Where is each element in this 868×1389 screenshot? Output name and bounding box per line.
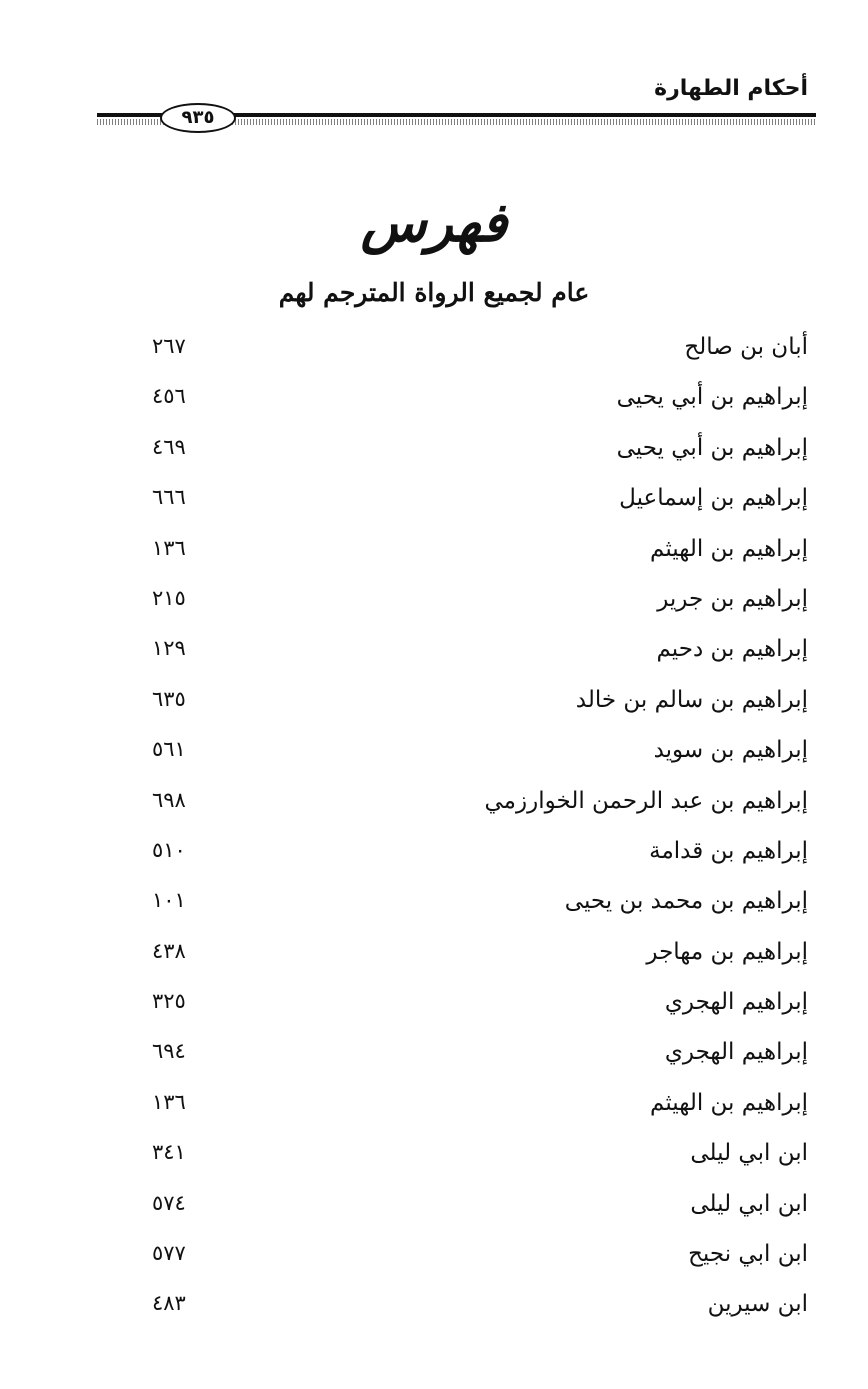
narrator-name: أبان بن صالح	[684, 334, 808, 360]
index-entry	[0, 1187, 868, 1237]
page-number: ٩٣٥	[160, 103, 236, 133]
index-entry-list	[0, 330, 868, 1338]
page-reference: ٤٥٦	[152, 384, 186, 409]
page-reference: ٣٤١	[152, 1140, 186, 1165]
page-reference: ٥٦١	[152, 737, 186, 762]
narrator-name: إبراهيم بن أبي يحيى	[616, 384, 808, 411]
index-entry	[0, 683, 868, 733]
narrator-name: إبراهيم بن قدامة	[649, 837, 808, 864]
index-title: فهرس	[360, 190, 508, 254]
index-entry	[0, 985, 868, 1035]
header-rule	[230, 113, 816, 117]
narrator-name: إبراهيم بن أبي يحيى	[616, 434, 808, 461]
narrator-name: إبراهيم بن إسماعيل	[619, 485, 808, 512]
narrator-name: ابن ابي نجيح	[688, 1241, 808, 1268]
index-entry	[0, 1136, 868, 1186]
page-reference: ٦٩٤	[152, 1039, 186, 1064]
index-entry	[0, 834, 868, 884]
index-entry	[0, 784, 868, 834]
narrator-name: ابن سيرين	[707, 1291, 808, 1318]
page-reference: ١٣٦	[152, 535, 186, 560]
page-reference: ٤٨٣	[152, 1291, 186, 1316]
narrator-name: إبراهيم بن سالم بن خالد	[575, 686, 808, 713]
index-entry	[0, 532, 868, 582]
page-reference: ٤٦٩	[152, 434, 186, 459]
page-reference: ٤٣٨	[152, 938, 186, 963]
narrator-name: إبراهيم بن مهاجر	[646, 938, 808, 965]
index-entry	[0, 935, 868, 985]
page-reference: ٦٩٨	[152, 787, 186, 812]
index-entry	[0, 330, 868, 380]
index-entry	[0, 582, 868, 632]
index-entry	[0, 1237, 868, 1287]
header-rule-left	[97, 113, 162, 117]
page-reference: ٣٢٥	[152, 989, 186, 1014]
page-reference: ٥٧٧	[152, 1241, 186, 1266]
page-reference: ٥٧٤	[152, 1190, 186, 1215]
index-entry	[0, 1035, 868, 1085]
index-subtitle: عام لجميع الرواة المترجم لهم	[278, 278, 590, 307]
narrator-name: إبراهيم بن محمد بن يحيى	[564, 888, 808, 915]
narrator-name: إبراهيم بن الهيثم	[650, 1089, 808, 1116]
page-reference: ١٢٩	[152, 636, 186, 661]
narrator-name: إبراهيم الهجري	[664, 1039, 808, 1066]
index-entry	[0, 481, 868, 531]
page-reference: ٦٦٦	[152, 485, 186, 510]
narrator-name: إبراهيم بن سويد	[653, 737, 808, 764]
index-entry	[0, 632, 868, 682]
index-entry	[0, 1287, 868, 1337]
page-reference: ١٠١	[152, 888, 186, 913]
index-entry	[0, 733, 868, 783]
narrator-name: إبراهيم بن دحيم	[656, 636, 808, 663]
narrator-name: إبراهيم بن جرير	[657, 585, 808, 612]
page-reference: ١٣٦	[152, 1089, 186, 1114]
narrator-name: إبراهيم الهجري	[664, 989, 808, 1016]
narrator-name: إبراهيم بن الهيثم	[650, 535, 808, 562]
page-reference: ٦٣٥	[152, 686, 186, 711]
page-reference: ٥١٠	[152, 837, 186, 862]
index-entry	[0, 884, 868, 934]
narrator-name: ابن ابي ليلى	[690, 1190, 808, 1217]
page-reference: ٢١٥	[152, 585, 186, 610]
index-entry	[0, 1086, 868, 1136]
running-header-title: أحكام الطهارة	[654, 76, 808, 101]
narrator-name: إبراهيم بن عبد الرحمن الخوارزمي	[484, 787, 808, 814]
index-entry	[0, 380, 868, 430]
page-reference: ٢٦٧	[152, 334, 186, 358]
narrator-name: ابن ابي ليلى	[690, 1140, 808, 1167]
index-entry	[0, 431, 868, 481]
